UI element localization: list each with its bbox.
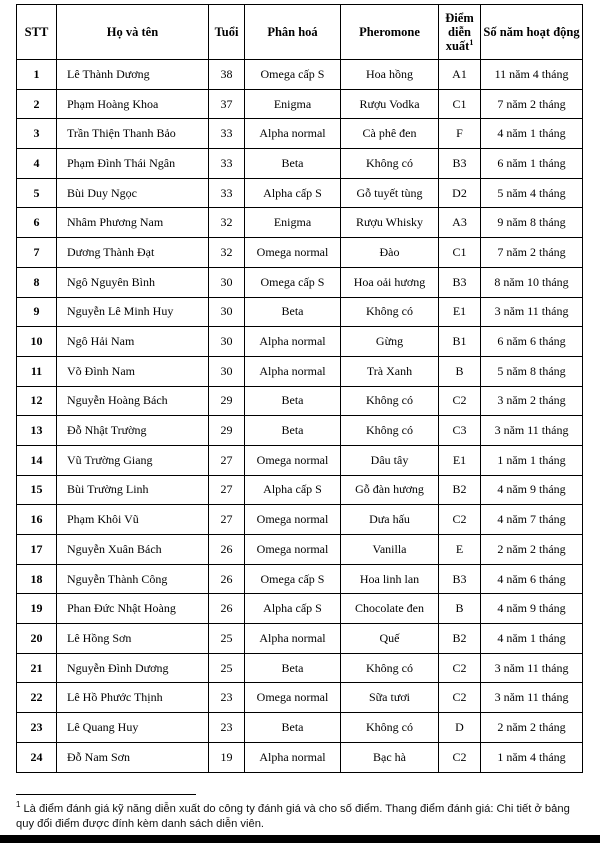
cell-class: Beta: [245, 416, 341, 446]
cell-stt: 13: [17, 416, 57, 446]
cell-age: 30: [209, 297, 245, 327]
header-stt: STT: [17, 5, 57, 60]
table-row: [17, 594, 583, 624]
cell-years: 3 năm 11 tháng: [481, 297, 583, 327]
cell-class: Alpha normal: [245, 119, 341, 149]
cell-age: 29: [209, 386, 245, 416]
cell-pheromone: Gừng: [341, 327, 439, 357]
cell-class: Alpha normal: [245, 624, 341, 654]
cell-age: 25: [209, 653, 245, 683]
cell-name: Phạm Hoàng Khoa: [57, 89, 209, 119]
cell-age: 27: [209, 475, 245, 505]
cell-age: 37: [209, 89, 245, 119]
cell-name: Bùi Duy Ngọc: [57, 178, 209, 208]
table-row: [17, 505, 583, 535]
actor-table: [16, 4, 583, 773]
table-row: [17, 653, 583, 683]
cell-age: 29: [209, 416, 245, 446]
table-row: [17, 416, 583, 446]
cell-class: Omega cấp S: [245, 267, 341, 297]
table-body: [17, 60, 583, 773]
table-row: [17, 89, 583, 119]
cell-class: Beta: [245, 653, 341, 683]
cell-stt: 19: [17, 594, 57, 624]
table-row: [17, 149, 583, 179]
cell-name: Vũ Trường Giang: [57, 445, 209, 475]
footnote-ref: 1: [469, 37, 474, 47]
table-row: [17, 60, 583, 90]
cell-pheromone: Chocolate đen: [341, 594, 439, 624]
table-row: [17, 475, 583, 505]
cell-pheromone: Hoa hồng: [341, 60, 439, 90]
cell-pheromone: Trà Xanh: [341, 356, 439, 386]
cell-score: C3: [439, 416, 481, 446]
cell-age: 30: [209, 356, 245, 386]
cell-pheromone: Không có: [341, 386, 439, 416]
cell-class: Omega normal: [245, 238, 341, 268]
cell-name: Phạm Khôi Vũ: [57, 505, 209, 535]
cell-score: B3: [439, 564, 481, 594]
header-pheromone: Pheromone: [341, 5, 439, 60]
cell-stt: 16: [17, 505, 57, 535]
cell-stt: 7: [17, 238, 57, 268]
cell-name: Lê Quang Huy: [57, 713, 209, 743]
cell-pheromone: Gỗ đàn hương: [341, 475, 439, 505]
cell-age: 32: [209, 208, 245, 238]
cell-years: 3 năm 2 tháng: [481, 386, 583, 416]
header-class: Phân hoá: [245, 5, 341, 60]
cell-age: 27: [209, 505, 245, 535]
cell-years: 9 năm 8 tháng: [481, 208, 583, 238]
cell-score: B2: [439, 475, 481, 505]
header-age: Tuổi: [209, 5, 245, 60]
cell-name: Lê Thành Dương: [57, 60, 209, 90]
table-row: [17, 356, 583, 386]
cell-years: 5 năm 8 tháng: [481, 356, 583, 386]
cell-age: 26: [209, 594, 245, 624]
cell-class: Alpha normal: [245, 327, 341, 357]
cell-class: Enigma: [245, 89, 341, 119]
cell-pheromone: Dưa hấu: [341, 505, 439, 535]
cell-pheromone: Đào: [341, 238, 439, 268]
cell-age: 33: [209, 119, 245, 149]
cell-stt: 10: [17, 327, 57, 357]
cell-pheromone: Gỗ tuyết tùng: [341, 178, 439, 208]
cell-age: 23: [209, 713, 245, 743]
cell-pheromone: Không có: [341, 653, 439, 683]
cell-pheromone: Hoa oải hương: [341, 267, 439, 297]
table-row: [17, 713, 583, 743]
cell-stt: 14: [17, 445, 57, 475]
table-row: [17, 208, 583, 238]
cell-stt: 12: [17, 386, 57, 416]
cell-name: Bùi Trường Linh: [57, 475, 209, 505]
cell-years: 4 năm 6 tháng: [481, 564, 583, 594]
header-score-label: Điểm diễn xuất: [445, 11, 474, 53]
table-row: [17, 178, 583, 208]
cell-stt: 21: [17, 653, 57, 683]
cell-score: D: [439, 713, 481, 743]
cell-score: F: [439, 119, 481, 149]
cell-name: Phan Đức Nhật Hoàng: [57, 594, 209, 624]
cell-years: 2 năm 2 tháng: [481, 535, 583, 565]
cell-years: 4 năm 1 tháng: [481, 624, 583, 654]
table-row: [17, 445, 583, 475]
cell-name: Dương Thành Đạt: [57, 238, 209, 268]
cell-stt: 1: [17, 60, 57, 90]
cell-class: Alpha normal: [245, 742, 341, 772]
cell-years: 4 năm 7 tháng: [481, 505, 583, 535]
cell-score: C2: [439, 742, 481, 772]
cell-score: B3: [439, 149, 481, 179]
cell-age: 30: [209, 267, 245, 297]
cell-years: 3 năm 11 tháng: [481, 653, 583, 683]
cell-years: 11 năm 4 tháng: [481, 60, 583, 90]
cell-pheromone: Không có: [341, 416, 439, 446]
cell-name: Đỗ Nhật Trường: [57, 416, 209, 446]
cell-age: 25: [209, 624, 245, 654]
cell-pheromone: Cà phê đen: [341, 119, 439, 149]
cell-stt: 6: [17, 208, 57, 238]
cell-name: Nguyễn Lê Minh Huy: [57, 297, 209, 327]
cell-years: 4 năm 9 tháng: [481, 475, 583, 505]
cell-score: C2: [439, 505, 481, 535]
table-row: [17, 624, 583, 654]
cell-stt: 8: [17, 267, 57, 297]
cell-pheromone: Quế: [341, 624, 439, 654]
cell-years: 7 năm 2 tháng: [481, 89, 583, 119]
cell-years: 1 năm 1 tháng: [481, 445, 583, 475]
cell-name: Nhâm Phương Nam: [57, 208, 209, 238]
cell-stt: 24: [17, 742, 57, 772]
table-row: [17, 564, 583, 594]
cell-age: 33: [209, 149, 245, 179]
cell-class: Alpha cấp S: [245, 178, 341, 208]
cell-stt: 4: [17, 149, 57, 179]
cell-years: 4 năm 9 tháng: [481, 594, 583, 624]
cell-stt: 3: [17, 119, 57, 149]
cell-score: C1: [439, 238, 481, 268]
cell-class: Omega normal: [245, 445, 341, 475]
cell-score: C2: [439, 386, 481, 416]
cell-pheromone: Rượu Whisky: [341, 208, 439, 238]
cell-years: 7 năm 2 tháng: [481, 238, 583, 268]
cell-stt: 2: [17, 89, 57, 119]
table-header: [17, 5, 583, 60]
table-row: [17, 386, 583, 416]
cell-stt: 20: [17, 624, 57, 654]
cell-score: D2: [439, 178, 481, 208]
cell-score: C2: [439, 683, 481, 713]
cell-pheromone: Không có: [341, 297, 439, 327]
cell-years: 1 năm 4 tháng: [481, 742, 583, 772]
cell-score: B: [439, 356, 481, 386]
cell-score: A3: [439, 208, 481, 238]
cell-pheromone: Sữa tươi: [341, 683, 439, 713]
footnote-divider: [16, 794, 196, 795]
cell-name: Võ Đình Nam: [57, 356, 209, 386]
cell-stt: 17: [17, 535, 57, 565]
cell-age: 26: [209, 535, 245, 565]
cell-name: Phạm Đình Thái Ngân: [57, 149, 209, 179]
cell-class: Alpha normal: [245, 356, 341, 386]
cell-class: Enigma: [245, 208, 341, 238]
cell-name: Ngô Nguyên Bình: [57, 267, 209, 297]
table-row: [17, 535, 583, 565]
cell-class: Omega normal: [245, 535, 341, 565]
page-bottom-bar: [0, 835, 600, 843]
cell-age: 32: [209, 238, 245, 268]
cell-pheromone: Không có: [341, 149, 439, 179]
cell-name: Đỗ Nam Sơn: [57, 742, 209, 772]
cell-stt: 11: [17, 356, 57, 386]
cell-name: Ngô Hải Nam: [57, 327, 209, 357]
header-name: Họ và tên: [57, 5, 209, 60]
cell-score: B1: [439, 327, 481, 357]
cell-years: 2 năm 2 tháng: [481, 713, 583, 743]
cell-score: E1: [439, 445, 481, 475]
cell-pheromone: Rượu Vodka: [341, 89, 439, 119]
cell-pheromone: Hoa linh lan: [341, 564, 439, 594]
table-row: [17, 267, 583, 297]
cell-age: 38: [209, 60, 245, 90]
cell-years: 5 năm 4 tháng: [481, 178, 583, 208]
cell-score: B: [439, 594, 481, 624]
cell-class: Omega normal: [245, 683, 341, 713]
table-row: [17, 683, 583, 713]
cell-age: 27: [209, 445, 245, 475]
cell-name: Nguyễn Hoàng Bách: [57, 386, 209, 416]
cell-pheromone: Dâu tây: [341, 445, 439, 475]
cell-stt: 5: [17, 178, 57, 208]
header-years: Số năm hoạt động: [481, 5, 583, 60]
cell-age: 23: [209, 683, 245, 713]
cell-stt: 15: [17, 475, 57, 505]
cell-years: 6 năm 6 tháng: [481, 327, 583, 357]
cell-class: Beta: [245, 149, 341, 179]
cell-age: 30: [209, 327, 245, 357]
cell-class: Beta: [245, 713, 341, 743]
cell-score: C2: [439, 653, 481, 683]
footnote-text: Là điểm đánh giá kỹ năng diễn xuất do công ty đánh giá và cho số điểm. Thang điểm đánh giá: Chi tiết ở bảng quy đổi điểm được đính kèm danh sách diễn viên.: [16, 803, 570, 830]
cell-name: Nguyễn Thành Công: [57, 564, 209, 594]
cell-years: 3 năm 11 tháng: [481, 416, 583, 446]
cell-stt: 22: [17, 683, 57, 713]
cell-age: 26: [209, 564, 245, 594]
cell-name: Lê Hồng Sơn: [57, 624, 209, 654]
cell-stt: 9: [17, 297, 57, 327]
cell-class: Beta: [245, 297, 341, 327]
cell-stt: 18: [17, 564, 57, 594]
cell-class: Alpha cấp S: [245, 594, 341, 624]
cell-name: Nguyễn Đình Dương: [57, 653, 209, 683]
cell-stt: 23: [17, 713, 57, 743]
header-score: [439, 5, 481, 60]
cell-age: 19: [209, 742, 245, 772]
table-row: [17, 742, 583, 772]
cell-pheromone: Vanilla: [341, 535, 439, 565]
cell-years: 8 năm 10 tháng: [481, 267, 583, 297]
cell-score: E1: [439, 297, 481, 327]
cell-age: 33: [209, 178, 245, 208]
cell-years: 3 năm 11 tháng: [481, 683, 583, 713]
table-row: [17, 327, 583, 357]
cell-name: Nguyễn Xuân Bách: [57, 535, 209, 565]
table-row: [17, 238, 583, 268]
cell-score: B3: [439, 267, 481, 297]
cell-name: Lê Hồ Phước Thịnh: [57, 683, 209, 713]
cell-years: 6 năm 1 tháng: [481, 149, 583, 179]
cell-years: 4 năm 1 tháng: [481, 119, 583, 149]
table-row: [17, 297, 583, 327]
cell-class: Omega cấp S: [245, 60, 341, 90]
cell-class: Beta: [245, 386, 341, 416]
cell-class: Alpha cấp S: [245, 475, 341, 505]
table-row: [17, 119, 583, 149]
footnote: [16, 802, 586, 832]
cell-score: A1: [439, 60, 481, 90]
cell-score: B2: [439, 624, 481, 654]
cell-name: Trần Thiện Thanh Bảo: [57, 119, 209, 149]
footnote-marker: 1: [16, 800, 21, 810]
cell-score: C1: [439, 89, 481, 119]
cell-pheromone: Bạc hà: [341, 742, 439, 772]
cell-class: Omega normal: [245, 505, 341, 535]
cell-score: E: [439, 535, 481, 565]
cell-pheromone: Không có: [341, 713, 439, 743]
cell-class: Omega cấp S: [245, 564, 341, 594]
